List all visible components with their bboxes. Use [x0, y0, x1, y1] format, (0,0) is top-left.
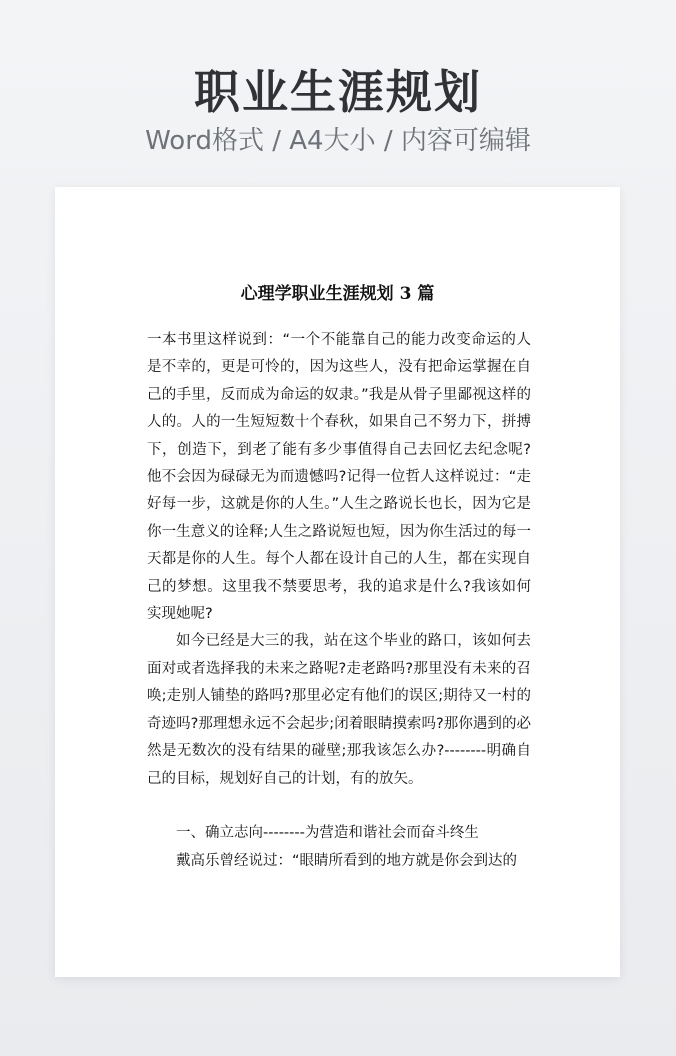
document-page — [55, 187, 620, 977]
document-title: 心理学职业生涯规划 3 篇 — [240, 284, 435, 304]
paragraph-2: 如今已经是大三的我，站在这个毕业的路口，该如何去面对或者选择我的未来之路呢?走老路吗?那里没有未来的召唤;走别人铺垫的路吗?那里必定有他们的误区;期待又一村的奇迹吗?那理想永远不会起步;闭着眼睛摸索吗?那你遇到的必然是无数次的没有结果的碰壁;那我该怎么办?--------明确自己的目标，规划好自己的计划，有的放矢。 — [147, 633, 531, 787]
paragraph-3: 戴高乐曾经说过：“眼睛所看到的地方就是你会到达的 — [176, 852, 518, 869]
page-header — [0, 62, 676, 158]
paragraph-gap — [147, 793, 531, 820]
document-body — [147, 327, 531, 875]
paragraph-1: 一本书里这样说到：“一个不能靠自己的能力改变命运的人是不幸的，更是可怜的，因为这些人，没有把命运掌握在自己的手里，反而成为命运的奴隶。”我是从骨子里鄙视这样的人的。人的一生短短数十个春秋，如果自己不努力下，拼搏下，创造下，到老了能有多少事值得自己去回忆去纪念呢?他不会因为碌碌无为而遗憾吗?记得一位哲人这样说过：“走好每一步，这就是你的人生。”人生之路说长也长，因为它是你一生意义的诠释;人生之路说短也短，因为你生活过的每一天都是你的人生。每个人都在设计自己的人生，都在实现自己的梦想。这里我不禁要思考，我的追求是什么?我该如何实现她呢? — [147, 332, 531, 623]
page-subtitle: Word格式 / A4大小 / 内容可编辑 — [145, 126, 531, 156]
page-title: 职业生涯规划 — [194, 65, 482, 119]
section-heading-1: 一、确立志向--------为营造和谐社会而奋斗终生 — [176, 825, 479, 842]
